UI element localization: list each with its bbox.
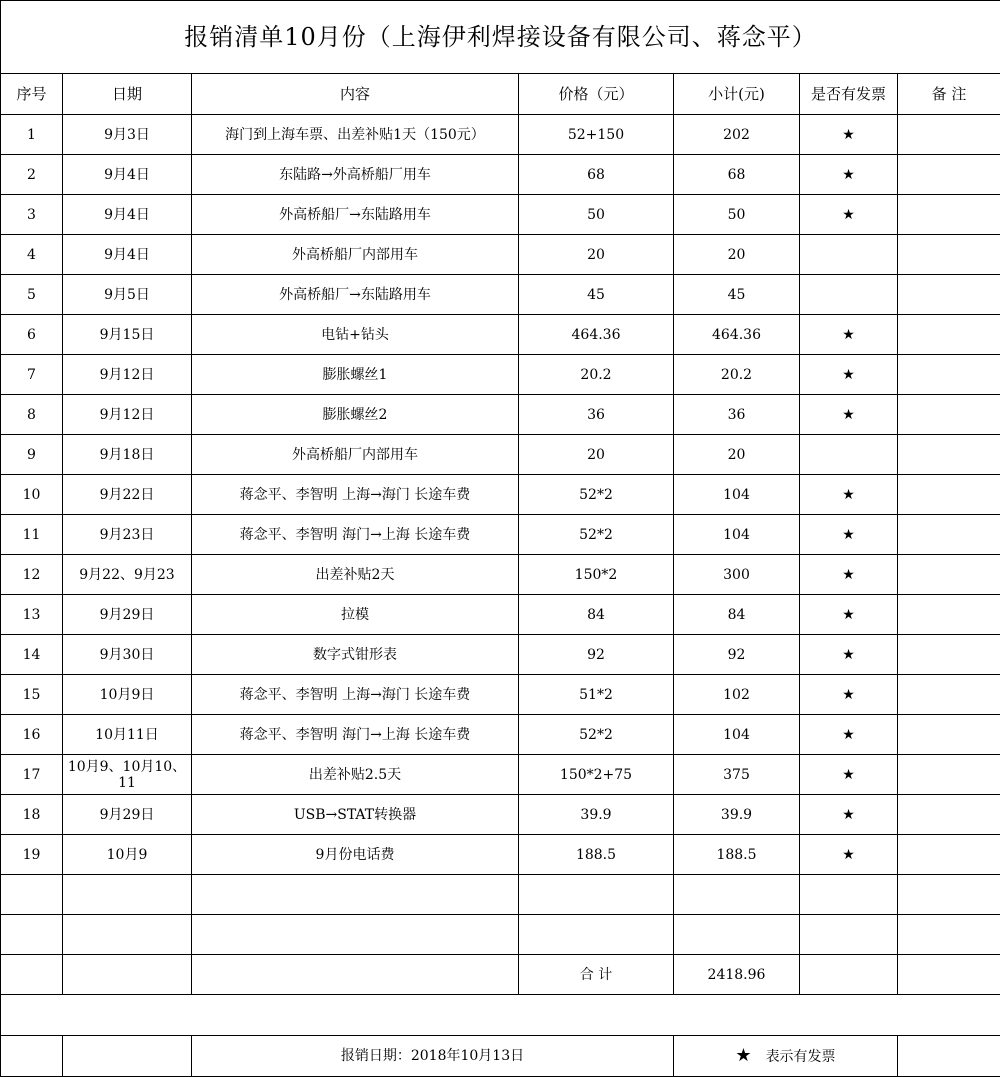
cell-subtotal: 36 bbox=[674, 395, 800, 435]
empty-cell bbox=[1, 1036, 63, 1077]
cell-price: 52*2 bbox=[519, 715, 674, 755]
cell-remark bbox=[898, 155, 1000, 195]
table-row bbox=[1, 635, 1000, 675]
cell-price: 20.2 bbox=[519, 355, 674, 395]
table-row bbox=[1, 355, 1000, 395]
cell-price: 36 bbox=[519, 395, 674, 435]
empty-cell bbox=[63, 955, 192, 995]
total-label: 合 计 bbox=[519, 955, 674, 995]
cell-index: 19 bbox=[1, 835, 63, 875]
cell-remark bbox=[898, 795, 1000, 835]
cell-date: 9月4日 bbox=[63, 195, 192, 235]
cell-invoice: ★ bbox=[800, 395, 898, 435]
empty-cell bbox=[898, 955, 1000, 995]
cell-content: 出差补贴2.5天 bbox=[192, 755, 519, 795]
cell-remark bbox=[898, 275, 1000, 315]
legend-text: 表示有发票 bbox=[766, 1049, 836, 1065]
cell-content: 外高桥船厂内部用车 bbox=[192, 235, 519, 275]
empty-cell bbox=[63, 1036, 192, 1077]
cell-invoice bbox=[800, 435, 898, 475]
cell-content: 海门到上海车票、出差补贴1天（150元） bbox=[192, 115, 519, 155]
cell-index: 1 bbox=[1, 115, 63, 155]
cell-price: 20 bbox=[519, 435, 674, 475]
cell-invoice: ★ bbox=[800, 755, 898, 795]
cell-invoice: ★ bbox=[800, 115, 898, 155]
blank-row bbox=[1, 995, 1000, 1036]
cell-remark bbox=[898, 555, 1000, 595]
cell-date: 9月22日 bbox=[63, 475, 192, 515]
cell-content: 膨胀螺丝2 bbox=[192, 395, 519, 435]
cell-subtotal: 104 bbox=[674, 715, 800, 755]
cell-index: 6 bbox=[1, 315, 63, 355]
cell-remark bbox=[898, 355, 1000, 395]
cell-index: 9 bbox=[1, 435, 63, 475]
header-invoice: 是否有发票 bbox=[800, 74, 898, 115]
cell-price: 150*2 bbox=[519, 555, 674, 595]
cell-price bbox=[519, 875, 674, 915]
cell-subtotal: 202 bbox=[674, 115, 800, 155]
cell-date: 9月12日 bbox=[63, 395, 192, 435]
header-content: 内容 bbox=[192, 74, 519, 115]
table-row bbox=[1, 115, 1000, 155]
table-row bbox=[1, 595, 1000, 635]
cell-content: 膨胀螺丝1 bbox=[192, 355, 519, 395]
table-row bbox=[1, 835, 1000, 875]
cell-index: 2 bbox=[1, 155, 63, 195]
cell-content bbox=[192, 915, 519, 955]
table-row bbox=[1, 715, 1000, 755]
reimbursement-date: 报销日期：2018年10月13日 bbox=[192, 1036, 674, 1077]
cell-remark bbox=[898, 235, 1000, 275]
cell-price: 20 bbox=[519, 235, 674, 275]
cell-content: USB→STAT转换器 bbox=[192, 795, 519, 835]
cell-invoice: ★ bbox=[800, 715, 898, 755]
cell-price: 52*2 bbox=[519, 515, 674, 555]
cell-invoice: ★ bbox=[800, 795, 898, 835]
cell-index: 10 bbox=[1, 475, 63, 515]
cell-date: 10月9日 bbox=[63, 675, 192, 715]
cell-subtotal: 39.9 bbox=[674, 795, 800, 835]
cell-subtotal: 92 bbox=[674, 635, 800, 675]
cell-date bbox=[63, 915, 192, 955]
table-row bbox=[1, 755, 1000, 795]
cell-invoice: ★ bbox=[800, 595, 898, 635]
cell-invoice bbox=[800, 875, 898, 915]
cell-date: 10月9 bbox=[63, 835, 192, 875]
cell-index: 11 bbox=[1, 515, 63, 555]
table-row bbox=[1, 435, 1000, 475]
table-row bbox=[1, 195, 1000, 235]
cell-content: 外高桥船厂→东陆路用车 bbox=[192, 195, 519, 235]
cell-subtotal: 300 bbox=[674, 555, 800, 595]
cell-subtotal: 375 bbox=[674, 755, 800, 795]
cell-price: 464.36 bbox=[519, 315, 674, 355]
total-row bbox=[1, 955, 1000, 995]
cell-date: 9月22、9月23 bbox=[63, 555, 192, 595]
total-value: 2418.96 bbox=[674, 955, 800, 995]
cell-date: 10月11日 bbox=[63, 715, 192, 755]
cell-content: 拉模 bbox=[192, 595, 519, 635]
cell-price: 150*2+75 bbox=[519, 755, 674, 795]
table-row bbox=[1, 235, 1000, 275]
cell-remark bbox=[898, 755, 1000, 795]
cell-content: 出差补贴2天 bbox=[192, 555, 519, 595]
table-row bbox=[1, 275, 1000, 315]
cell-subtotal: 20.2 bbox=[674, 355, 800, 395]
cell-remark bbox=[898, 715, 1000, 755]
cell-content: 东陆路→外高桥船厂用车 bbox=[192, 155, 519, 195]
cell-subtotal: 188.5 bbox=[674, 835, 800, 875]
cell-content: 外高桥船厂内部用车 bbox=[192, 435, 519, 475]
cell-date bbox=[63, 875, 192, 915]
cell-date: 9月4日 bbox=[63, 235, 192, 275]
cell-price: 45 bbox=[519, 275, 674, 315]
cell-invoice: ★ bbox=[800, 195, 898, 235]
cell-invoice: ★ bbox=[800, 635, 898, 675]
header-row bbox=[1, 74, 1000, 115]
empty-cell bbox=[898, 1036, 1000, 1077]
cell-remark bbox=[898, 395, 1000, 435]
table-row bbox=[1, 475, 1000, 515]
cell-content: 外高桥船厂→东陆路用车 bbox=[192, 275, 519, 315]
cell-price: 50 bbox=[519, 195, 674, 235]
cell-invoice: ★ bbox=[800, 315, 898, 355]
table-row bbox=[1, 315, 1000, 355]
cell-subtotal bbox=[674, 915, 800, 955]
cell-remark bbox=[898, 315, 1000, 355]
cell-date: 9月30日 bbox=[63, 635, 192, 675]
header-index: 序号 bbox=[1, 74, 63, 115]
cell-remark bbox=[898, 435, 1000, 475]
cell-subtotal bbox=[674, 875, 800, 915]
header-date: 日期 bbox=[63, 74, 192, 115]
cell-index: 15 bbox=[1, 675, 63, 715]
cell-date: 9月3日 bbox=[63, 115, 192, 155]
cell-price: 52*2 bbox=[519, 475, 674, 515]
cell-date: 9月15日 bbox=[63, 315, 192, 355]
cell-subtotal: 104 bbox=[674, 475, 800, 515]
cell-invoice: ★ bbox=[800, 475, 898, 515]
header-subtotal: 小计(元) bbox=[674, 74, 800, 115]
cell-date: 9月23日 bbox=[63, 515, 192, 555]
cell-price: 52+150 bbox=[519, 115, 674, 155]
table-row bbox=[1, 675, 1000, 715]
cell-date: 9月29日 bbox=[63, 595, 192, 635]
empty-cell bbox=[192, 955, 519, 995]
cell-subtotal: 20 bbox=[674, 235, 800, 275]
cell-content: 蒋念平、李智明 海门→上海 长途车费 bbox=[192, 515, 519, 555]
header-remark: 备 注 bbox=[898, 74, 1000, 115]
cell-invoice: ★ bbox=[800, 835, 898, 875]
header-price: 价格（元） bbox=[519, 74, 674, 115]
cell-subtotal: 50 bbox=[674, 195, 800, 235]
cell-index: 4 bbox=[1, 235, 63, 275]
cell-index: 17 bbox=[1, 755, 63, 795]
cell-invoice bbox=[800, 915, 898, 955]
cell-content: 蒋念平、李智明 上海→海门 长途车费 bbox=[192, 475, 519, 515]
cell-invoice bbox=[800, 235, 898, 275]
cell-remark bbox=[898, 635, 1000, 675]
cell-subtotal: 20 bbox=[674, 435, 800, 475]
cell-remark bbox=[898, 115, 1000, 155]
cell-date: 9月4日 bbox=[63, 155, 192, 195]
cell-remark bbox=[898, 515, 1000, 555]
empty-cell bbox=[800, 955, 898, 995]
cell-index: 3 bbox=[1, 195, 63, 235]
cell-index: 13 bbox=[1, 595, 63, 635]
cell-content: 数字式钳形表 bbox=[192, 635, 519, 675]
cell-subtotal: 104 bbox=[674, 515, 800, 555]
table-row bbox=[1, 515, 1000, 555]
cell-price: 68 bbox=[519, 155, 674, 195]
cell-invoice: ★ bbox=[800, 675, 898, 715]
cell-content: 蒋念平、李智明 海门→上海 长途车费 bbox=[192, 715, 519, 755]
cell-subtotal: 68 bbox=[674, 155, 800, 195]
empty-cell bbox=[1, 995, 1000, 1036]
cell-content bbox=[192, 875, 519, 915]
cell-index: 5 bbox=[1, 275, 63, 315]
cell-index: 7 bbox=[1, 355, 63, 395]
cell-remark bbox=[898, 595, 1000, 635]
cell-date: 9月29日 bbox=[63, 795, 192, 835]
cell-index: 14 bbox=[1, 635, 63, 675]
cell-remark bbox=[898, 875, 1000, 915]
cell-remark bbox=[898, 915, 1000, 955]
cell-index: 18 bbox=[1, 795, 63, 835]
table-row bbox=[1, 155, 1000, 195]
cell-subtotal: 464.36 bbox=[674, 315, 800, 355]
cell-subtotal: 84 bbox=[674, 595, 800, 635]
cell-index: 16 bbox=[1, 715, 63, 755]
cell-price: 92 bbox=[519, 635, 674, 675]
table-row bbox=[1, 915, 1000, 955]
cell-index: 8 bbox=[1, 395, 63, 435]
cell-invoice: ★ bbox=[800, 355, 898, 395]
cell-price: 39.9 bbox=[519, 795, 674, 835]
cell-remark bbox=[898, 835, 1000, 875]
cell-date: 10月9、10月10、11 bbox=[63, 755, 192, 795]
cell-invoice bbox=[800, 275, 898, 315]
cell-date: 9月12日 bbox=[63, 355, 192, 395]
table-row bbox=[1, 395, 1000, 435]
cell-price: 84 bbox=[519, 595, 674, 635]
cell-subtotal: 102 bbox=[674, 675, 800, 715]
table-row bbox=[1, 555, 1000, 595]
cell-remark bbox=[898, 675, 1000, 715]
cell-invoice: ★ bbox=[800, 515, 898, 555]
empty-cell bbox=[1, 955, 63, 995]
sheet-title: 报销清单10月份（上海伊利焊接设备有限公司、蒋念平） bbox=[1, 1, 1000, 74]
cell-index bbox=[1, 915, 63, 955]
star-icon: ★ bbox=[735, 1045, 751, 1066]
table-row bbox=[1, 795, 1000, 835]
cell-content: 电钻+钻头 bbox=[192, 315, 519, 355]
legend bbox=[674, 1036, 898, 1077]
footer-row bbox=[1, 1036, 1000, 1077]
cell-date: 9月18日 bbox=[63, 435, 192, 475]
cell-index bbox=[1, 875, 63, 915]
title-row bbox=[1, 1, 1000, 74]
cell-subtotal: 45 bbox=[674, 275, 800, 315]
cell-invoice: ★ bbox=[800, 555, 898, 595]
cell-content: 9月份电话费 bbox=[192, 835, 519, 875]
cell-price bbox=[519, 915, 674, 955]
cell-remark bbox=[898, 195, 1000, 235]
cell-price: 51*2 bbox=[519, 675, 674, 715]
cell-index: 12 bbox=[1, 555, 63, 595]
cell-content: 蒋念平、李智明 上海→海门 长途车费 bbox=[192, 675, 519, 715]
cell-remark bbox=[898, 475, 1000, 515]
table-row bbox=[1, 875, 1000, 915]
cell-date: 9月5日 bbox=[63, 275, 192, 315]
cell-invoice: ★ bbox=[800, 155, 898, 195]
cell-price: 188.5 bbox=[519, 835, 674, 875]
